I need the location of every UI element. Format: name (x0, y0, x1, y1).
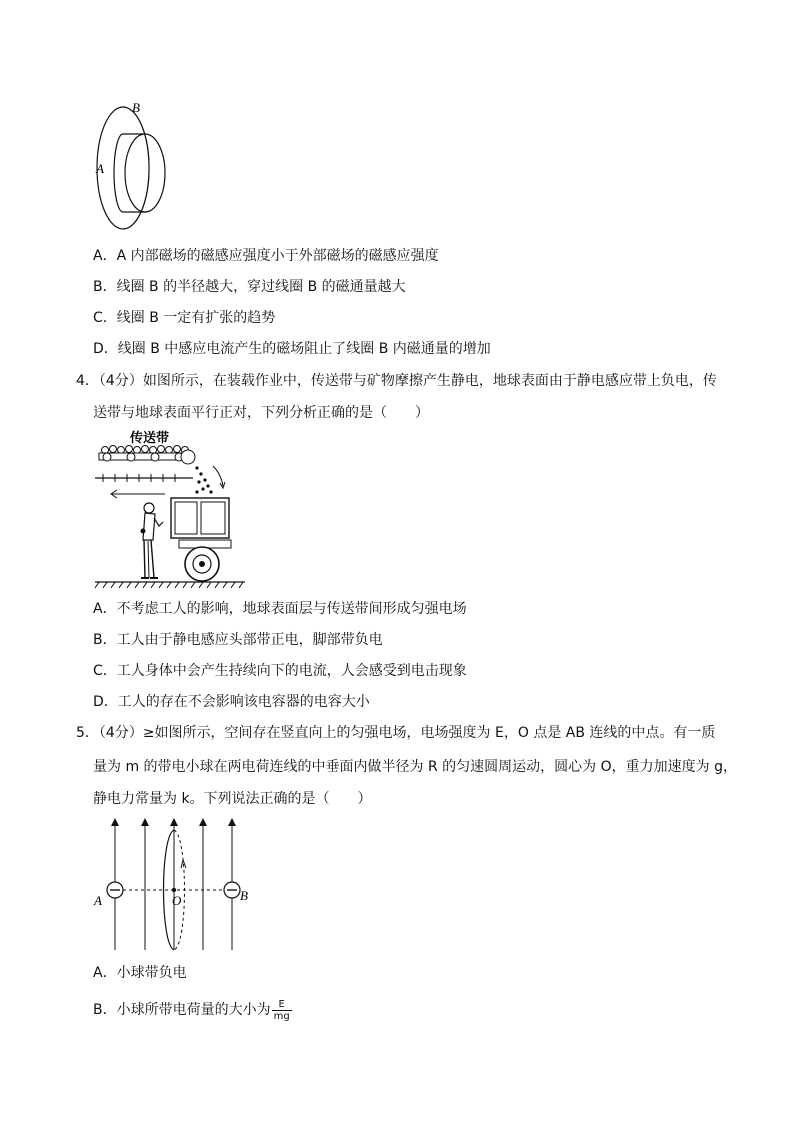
figure-label-conveyor: 传送带 (130, 431, 170, 446)
option-letter: C． (93, 310, 117, 326)
option-letter: D． (93, 694, 118, 710)
coil-ring-figure (88, 98, 180, 238)
fraction-e-over-mg (272, 999, 292, 1022)
q5-stem-line3: 静电力常量为 k。下列说法正确的是（ ） (93, 791, 372, 807)
label-a: A (94, 893, 102, 908)
fraction-numerator: E (272, 999, 292, 1011)
option-text: 小球所带电荷量的大小为 (116, 1002, 271, 1018)
q3-option-b (93, 277, 406, 297)
q5-option-a (93, 963, 187, 983)
option-text: 工人的存在不会影响该电容器的电容大小 (117, 694, 370, 710)
option-letter: C． (93, 663, 117, 679)
label-a: A (96, 161, 104, 176)
option-text: 小球带负电 (116, 965, 187, 981)
q3-option-d (93, 339, 491, 359)
option-text: 工人由于静电感应头部带正电，脚部带负电 (116, 632, 383, 648)
option-text: 线圈 B 一定有扩张的趋势 (116, 310, 276, 326)
option-text: A 内部磁场的磁感应强度小于外部磁场的磁感应强度 (116, 248, 439, 264)
option-letter: D． (93, 341, 118, 357)
q3-option-a (93, 246, 439, 266)
question-number: 4． (76, 373, 99, 389)
question-number: 5． (76, 725, 99, 741)
q4-option-c (93, 661, 467, 681)
conveyor-worker-figure (93, 428, 248, 592)
option-letter: B． (93, 632, 117, 648)
q5-stem-line1: 5．（4分）≥如图所示，空间存在竖直向上的匀强电场，电场强度为 E，O 点是 AB 连线的中点。有一质 (76, 725, 716, 741)
q4-stem-line2: 送带与地球表面平行正对，下列分析正确的是（ ） (93, 405, 429, 421)
option-letter: B． (93, 1002, 117, 1018)
q4-stem-line1: 4．（4分）如图所示，在装载作业中，传送带与矿物摩擦产生静电，地球表面由于静电感应带上负电，传 (76, 373, 717, 389)
option-text: 线圈 B 中感应电流产生的磁场阻止了线圈 B 内磁通量的增加 (117, 341, 491, 357)
q3-option-c (93, 308, 275, 328)
label-b: B (132, 100, 140, 115)
field-charges-figure (90, 816, 255, 954)
option-text: 不考虑工人的影响，地球表面层与传送带间形成匀强电场 (116, 601, 467, 617)
option-text: 工人身体中会产生持续向下的电流，人会感受到电击现象 (116, 663, 467, 679)
label-b: B (240, 888, 248, 903)
option-letter: A． (93, 965, 117, 981)
option-letter: A． (93, 248, 117, 264)
q4-option-b (93, 630, 383, 650)
q5-stem-line2: 量为 m 的带电小球在两电荷连线的中垂面内做半径为 R 的匀速圆周运动，圆心为 O，重力加速度为 g， (93, 759, 737, 775)
label-o: O (172, 893, 182, 908)
q4-option-d (93, 692, 370, 712)
q5-option-b (93, 997, 292, 1023)
option-letter: B． (93, 279, 117, 295)
fraction-denominator: mg (273, 1010, 290, 1022)
q4-option-a (93, 599, 467, 619)
option-letter: A． (93, 601, 117, 617)
option-text: 线圈 B 的半径越大，穿过线圈 B 的磁通量越大 (116, 279, 406, 295)
